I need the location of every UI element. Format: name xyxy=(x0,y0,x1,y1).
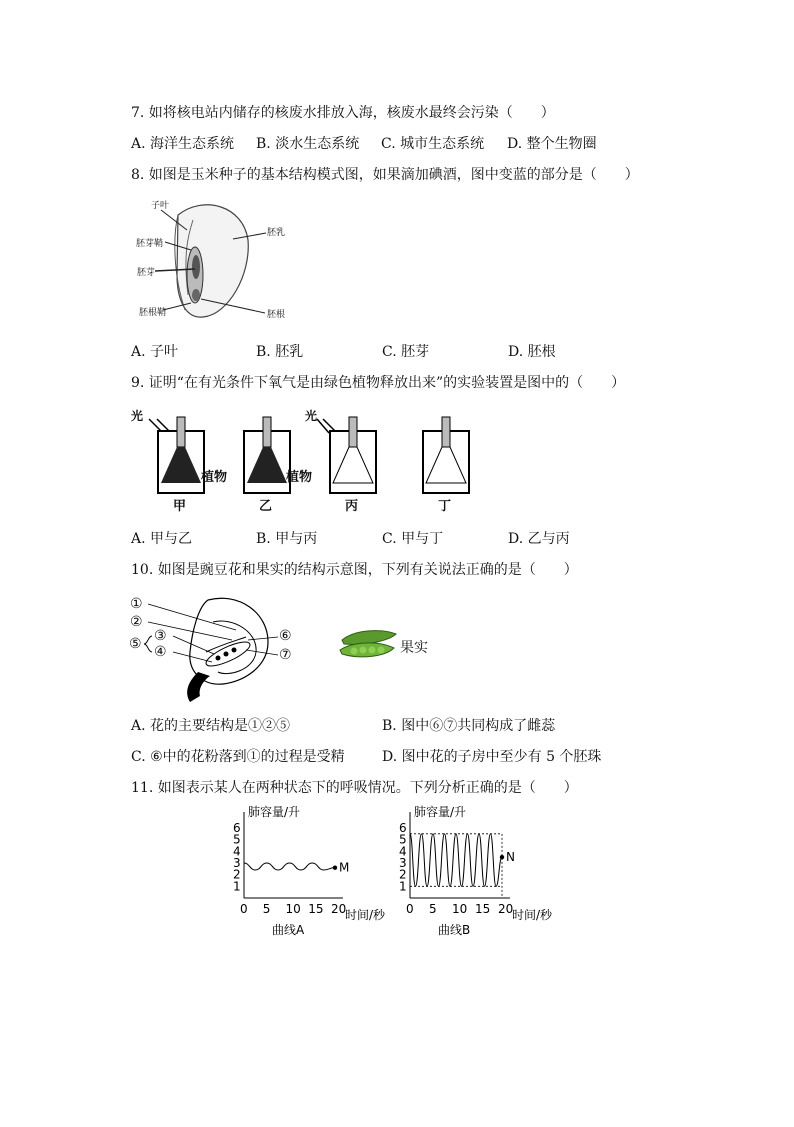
chart-b-ytick: 4 xyxy=(399,844,407,859)
chart-b-ytick: 1 xyxy=(399,879,407,894)
setup-label-jia: 甲 xyxy=(173,499,187,514)
fruit-label: 果实 xyxy=(400,640,428,656)
marker-6: ⑥ xyxy=(279,628,292,644)
marker-5: ⑤ xyxy=(129,636,142,652)
marker-2: ② xyxy=(130,614,143,630)
q7-stem: 7. 如将核电站内储存的核废水排放入海，核废水最终会污染（ ） xyxy=(131,105,555,121)
setup-label-ding: 丁 xyxy=(438,499,452,514)
setup-jia xyxy=(149,417,204,493)
light-label-2: 光 xyxy=(305,409,318,423)
q7-option-a: A. 海洋生态系统 xyxy=(131,136,235,152)
q10-option-c: C. ⑥中的花粉落到①的过程是受精 xyxy=(131,749,345,765)
label-coleorhiza: 胚根鞘 xyxy=(139,308,167,318)
setup-bing xyxy=(317,417,376,493)
oxygen-experiment-diagram xyxy=(131,405,471,515)
q10-option-b: B. 图中⑥⑦共同构成了雌蕊 xyxy=(382,718,556,734)
chart-b-title: 曲线B xyxy=(438,923,471,937)
chart-b-ytick: 2 xyxy=(399,867,407,882)
q8-stem: 8. 如图是玉米种子的基本结构模式图，如果滴加碘酒，图中变蓝的部分是（ ） xyxy=(131,167,639,183)
chart-a-point-label: M xyxy=(339,860,350,875)
marker-3: ③ xyxy=(154,628,167,644)
chart-b-xlabel: 时间/秒 xyxy=(512,908,553,922)
chart-b-ylabel: 肺容量/升 xyxy=(414,805,467,819)
q8-option-a: A. 子叶 xyxy=(131,344,179,360)
setup-label-yi: 乙 xyxy=(259,499,273,514)
q8-option-c: C. 胚芽 xyxy=(382,344,430,360)
q8-option-d: D. 胚根 xyxy=(508,344,556,360)
corn-seed-diagram xyxy=(133,195,293,325)
chart-a-xtick: 0 xyxy=(240,902,248,916)
q10-option-a: A. 花的主要结构是①②⑤ xyxy=(131,718,291,734)
chart-b-xtick: 0 xyxy=(406,902,414,916)
chart-b-ytick: 3 xyxy=(399,856,407,870)
chart-b-xtick: 10 xyxy=(452,902,468,916)
chart-a-ytick: 4 xyxy=(233,844,241,859)
marker-7: ⑦ xyxy=(279,647,292,663)
chart-a-xtick: 5 xyxy=(262,902,271,916)
q10-stem: 10. 如图是豌豆花和果实的结构示意图，下列有关说法正确的是（ ） xyxy=(131,562,578,578)
setup-label-bing: 丙 xyxy=(345,499,359,514)
chart-a-xtick: 20 xyxy=(331,902,347,916)
label-coleoptile: 胚芽鞘 xyxy=(136,239,164,249)
chart-a-xlabel: 时间/秒 xyxy=(345,908,386,922)
chart-a-ytick: 3 xyxy=(233,856,241,870)
q9-option-d: D. 乙与丙 xyxy=(508,531,570,547)
chart-b-end-point xyxy=(500,855,504,859)
setup-yi xyxy=(244,417,290,493)
q11-stem: 11. 如图表示某人在两种状态下的呼吸情况。下列分析正确的是（ ） xyxy=(131,780,578,796)
chart-a-xtick: 15 xyxy=(308,902,324,916)
chart-b-xtick: 15 xyxy=(475,902,491,916)
chart-a-ytick: 2 xyxy=(233,867,241,882)
q9-stem: 9. 证明“在有光条件下氧气是由绿色植物释放出来”的实验装置是图中的（ ） xyxy=(131,375,626,391)
label-endosperm: 胚乳 xyxy=(267,228,286,238)
label-plumule: 胚芽 xyxy=(137,268,156,278)
chart-a-ytick: 1 xyxy=(233,879,241,894)
chart-a-xtick: 10 xyxy=(285,902,301,916)
q8-option-b: B. 胚乳 xyxy=(256,344,304,360)
label-radicle: 胚根 xyxy=(267,310,286,320)
pea-flower-diagram xyxy=(128,592,308,704)
label-cotyledon: 子叶 xyxy=(151,201,170,211)
setup-ding xyxy=(423,417,469,493)
chart-a-title: 曲线A xyxy=(272,923,305,937)
q9-option-b: B. 甲与丙 xyxy=(256,531,318,547)
chart-b-ytick: 5 xyxy=(399,832,407,847)
q7-option-c: C. 城市生态系统 xyxy=(381,136,485,152)
chart-a-ylabel: 肺容量/升 xyxy=(248,805,301,819)
chart-a-end-point xyxy=(333,865,337,869)
q9-option-a: A. 甲与乙 xyxy=(131,531,193,547)
plant-label-1: 植物 xyxy=(201,470,228,485)
light-label-1: 光 xyxy=(131,409,144,423)
chart-b-series-line xyxy=(410,834,502,887)
q9-option-c: C. 甲与丁 xyxy=(382,531,444,547)
q7-option-d: D. 整个生物圈 xyxy=(507,136,597,152)
chart-a-series-line xyxy=(244,863,335,870)
q10-option-d: D. 图中花的子房中至少有 5 个胚珠 xyxy=(382,749,602,765)
chart-b-xtick: 20 xyxy=(498,902,514,916)
chart-b-point-label: N xyxy=(506,850,515,865)
chart-a-ytick: 5 xyxy=(233,832,241,847)
chart-b-xtick: 5 xyxy=(429,902,437,916)
pea-pod-image xyxy=(338,626,400,662)
marker-1: ① xyxy=(130,596,143,612)
q7-option-b: B. 淡水生态系统 xyxy=(256,136,360,152)
plant-label-2: 植物 xyxy=(286,470,313,485)
chart-a-ytick: 6 xyxy=(233,821,241,835)
marker-4: ④ xyxy=(154,644,167,660)
chart-b-ytick: 6 xyxy=(399,821,407,835)
